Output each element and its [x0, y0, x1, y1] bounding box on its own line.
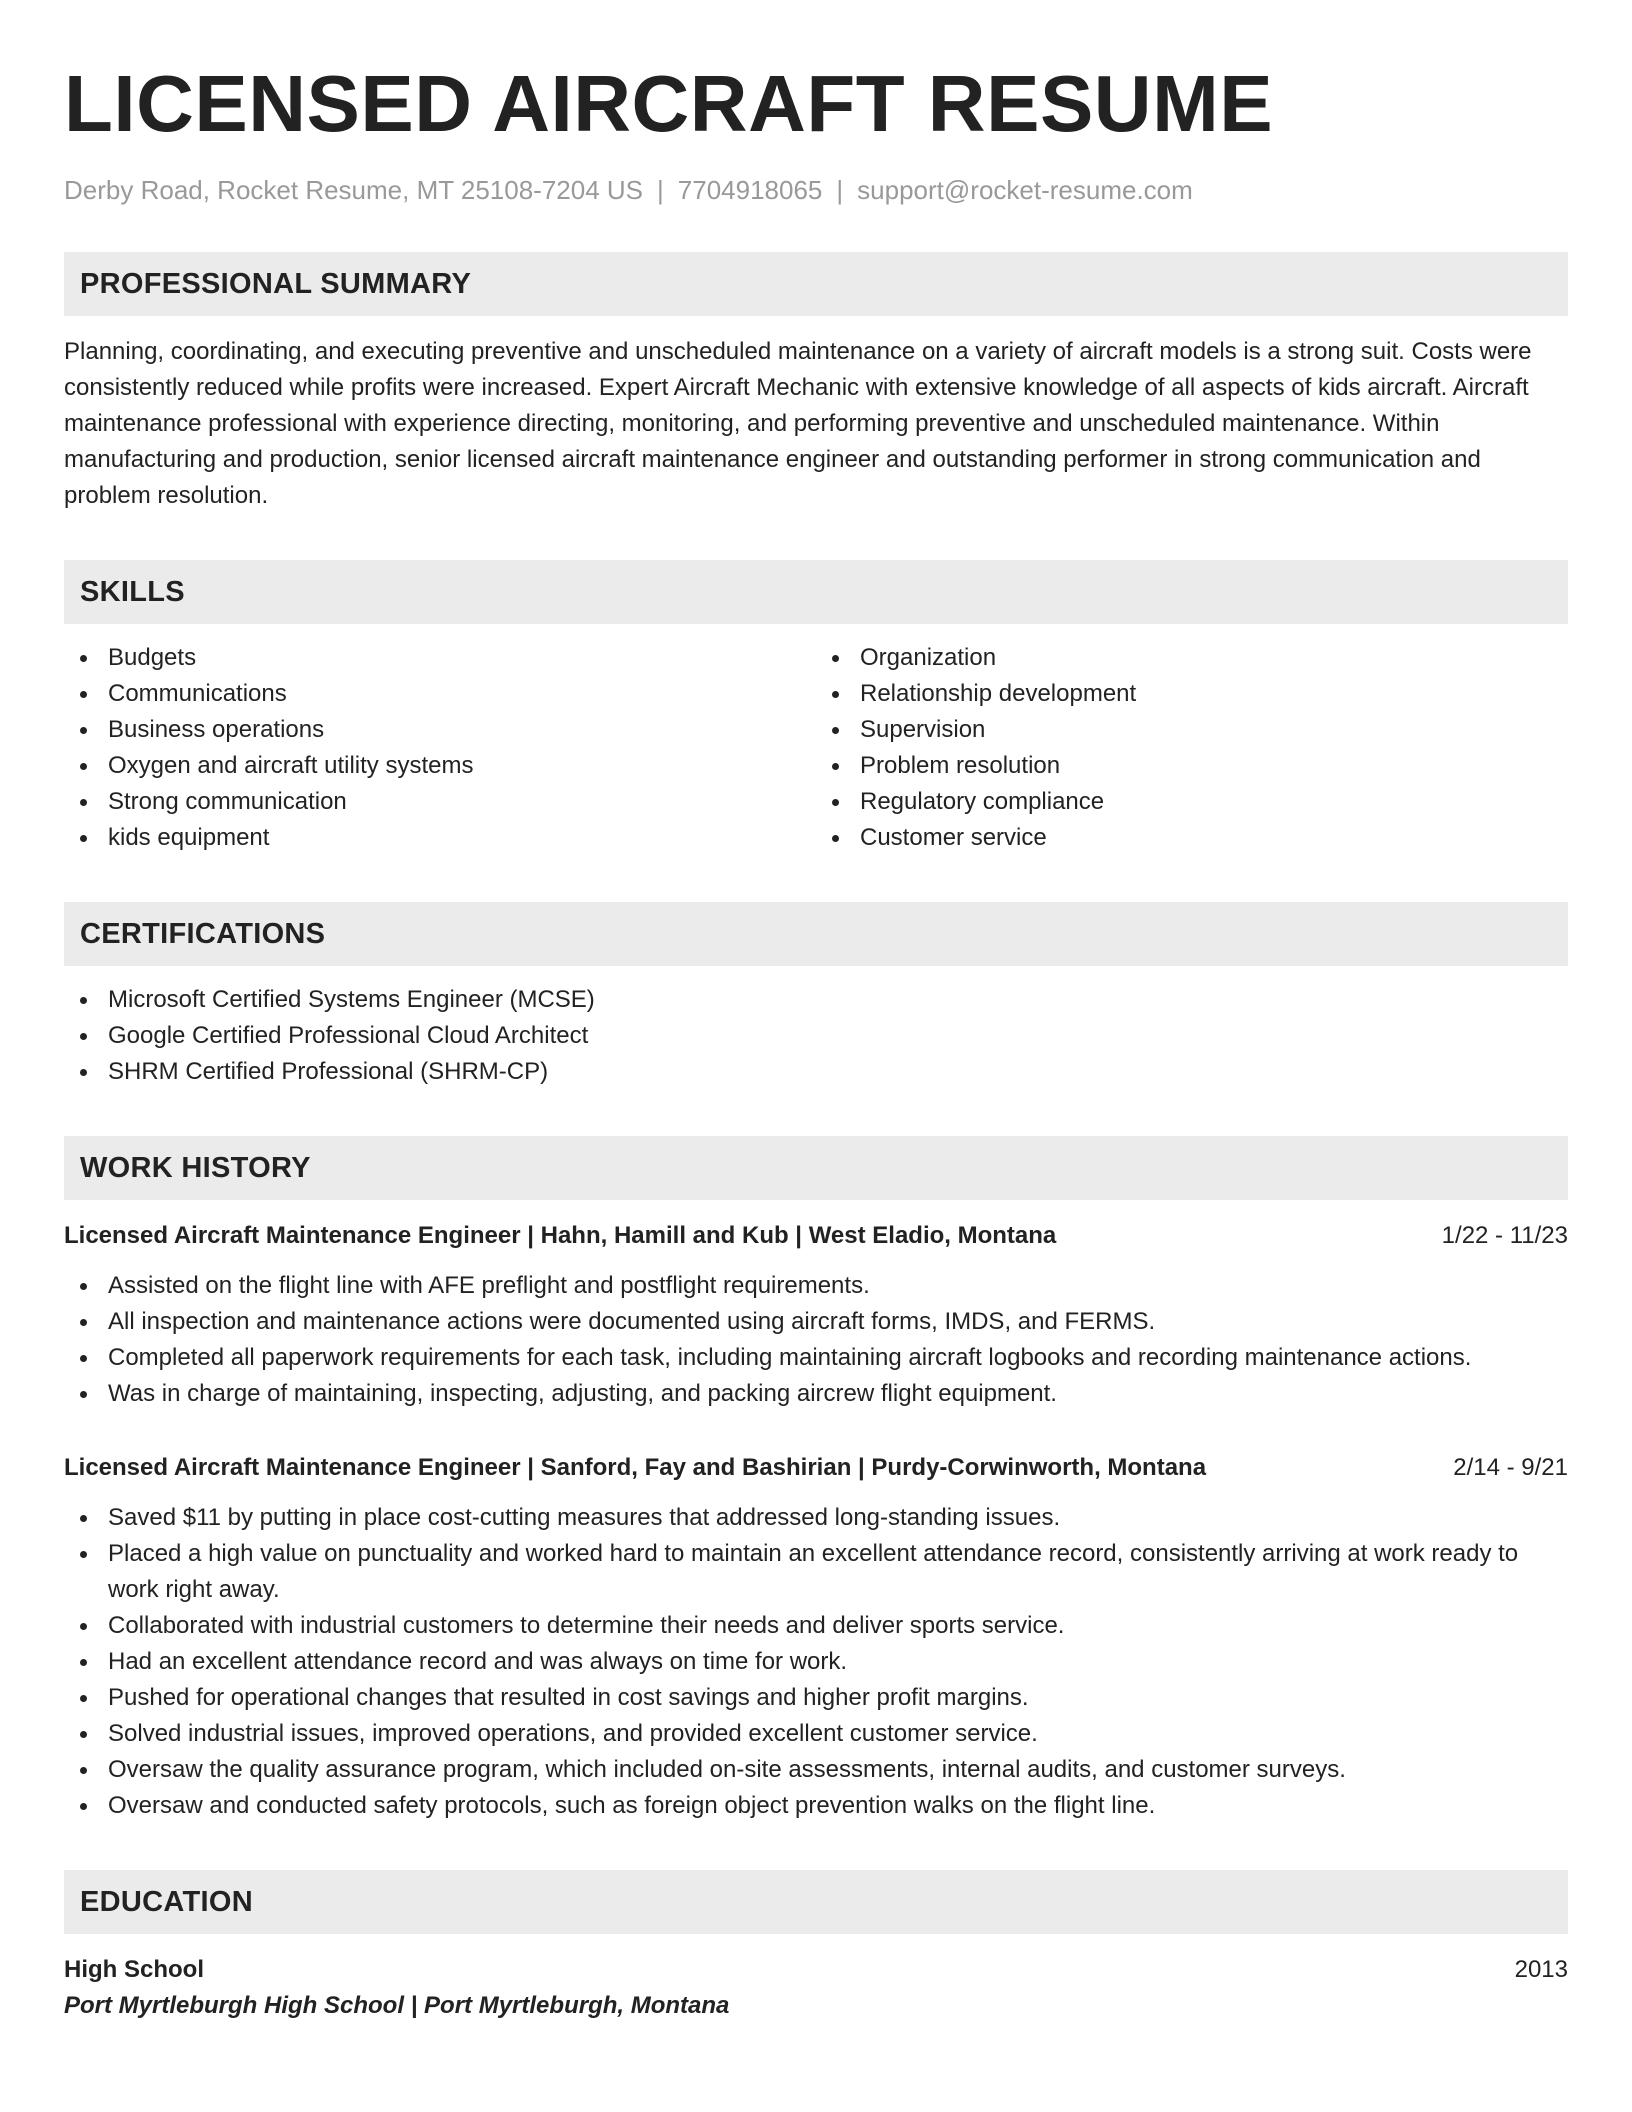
job-bullets: [64, 1268, 1568, 1412]
section-header-skills: SKILLS: [64, 560, 1568, 624]
certification-item: SHRM Certified Professional (SHRM-CP): [64, 1054, 1568, 1090]
job-entry: [64, 1218, 1568, 1412]
job-dates: 2/14 - 9/21: [1453, 1454, 1568, 1481]
education-degree: High School: [64, 1956, 204, 1983]
contact-line: [64, 174, 1568, 206]
resume-title: LICENSED AIRCRAFT RESUME: [64, 59, 1274, 148]
summary-text: Planning, coordinating, and executing preventive and unscheduled maintenance on a variety of aircraft models is a strong suit. Costs were consistently reduced while profits were increased. Expert Aircraft Mechanic with extensive knowledge of all aspects of kids aircraft. Aircraft maintenance professional with experience directing, monitoring, and performing preventive and unscheduled maintenance. Within manufacturing and production, senior licensed aircraft maintenance engineer and outstanding performer in strong communication and problem resolution.: [64, 338, 1532, 509]
contact-separator: |: [657, 175, 664, 205]
job-bullet: Saved $11 by putting in place cost-cutting measures that addressed long-standing issues.: [64, 1500, 1568, 1536]
skill-item: Customer service: [816, 820, 1568, 856]
job-bullet: All inspection and maintenance actions were documented using aircraft forms, IMDS, and FERMS.: [64, 1304, 1568, 1340]
skill-item: Business operations: [64, 712, 816, 748]
job-header: [64, 1450, 1568, 1486]
skill-item: Communications: [64, 676, 816, 712]
certification-item: Google Certified Professional Cloud Architect: [64, 1018, 1568, 1054]
skill-item: Regulatory compliance: [816, 784, 1568, 820]
section-header-summary: PROFESSIONAL SUMMARY: [64, 252, 1568, 316]
job-bullet: Collaborated with industrial customers to determine their needs and deliver sports service.: [64, 1608, 1568, 1644]
education-entry: [64, 1952, 1568, 2024]
skill-item: Budgets: [64, 640, 816, 676]
certification-item: Microsoft Certified Systems Engineer (MCSE): [64, 982, 1568, 1018]
contact-email: support@rocket-resume.com: [857, 175, 1193, 205]
job-header: [64, 1218, 1568, 1254]
job-bullets: [64, 1500, 1568, 1824]
job-bullet: Pushed for operational changes that resulted in cost savings and higher profit margins.: [64, 1680, 1568, 1716]
job-title: Licensed Aircraft Maintenance Engineer | Sanford, Fay and Bashirian | Purdy-Corwinworth, Montana: [64, 1454, 1207, 1481]
contact-address: Derby Road, Rocket Resume, MT 25108-7204 US: [64, 175, 644, 205]
skill-item: Problem resolution: [816, 748, 1568, 784]
skill-item: Relationship development: [816, 676, 1568, 712]
section-header-work-history: WORK HISTORY: [64, 1136, 1568, 1200]
certifications-list: [64, 982, 1568, 1090]
job-bullet: Solved industrial issues, improved operations, and provided excellent customer service.: [64, 1716, 1568, 1752]
skill-item: Strong communication: [64, 784, 816, 820]
job-bullet: Assisted on the flight line with AFE preflight and postflight requirements.: [64, 1268, 1568, 1304]
education-school: Port Myrtleburgh High School | Port Myrtleburgh, Montana: [64, 1992, 730, 2019]
job-bullet: Had an excellent attendance record and was always on time for work.: [64, 1644, 1568, 1680]
contact-separator: |: [836, 175, 844, 205]
job-bullet: Completed all paperwork requirements for each task, including maintaining aircraft logbooks and recording maintenance actions.: [64, 1340, 1568, 1376]
skill-item: Oxygen and aircraft utility systems: [64, 748, 816, 784]
skill-item: Organization: [816, 640, 1568, 676]
skill-item: kids equipment: [64, 820, 816, 856]
education-year: 2013: [1514, 1956, 1568, 1983]
section-header-education: EDUCATION: [64, 1870, 1568, 1934]
section-header-certifications: CERTIFICATIONS: [64, 902, 1568, 966]
job-bullet: Oversaw the quality assurance program, which included on-site assessments, internal audits, and customer surveys.: [64, 1752, 1568, 1788]
job-bullet: Was in charge of maintaining, inspecting, adjusting, and packing aircrew flight equipment.: [64, 1376, 1568, 1412]
job-entry: [64, 1450, 1568, 1824]
job-bullet: Placed a high value on punctuality and worked hard to maintain an excellent attendance record, consistently arriving at work ready to work right away.: [64, 1536, 1568, 1608]
skills-grid: [64, 640, 1568, 856]
job-dates: 1/22 - 11/23: [1441, 1222, 1568, 1249]
contact-phone: 7704918065: [677, 175, 823, 205]
job-bullet: Oversaw and conducted safety protocols, such as foreign object prevention walks on the flight line.: [64, 1788, 1568, 1824]
education-header: [64, 1952, 1568, 1988]
skill-item: Supervision: [816, 712, 1568, 748]
job-title: Licensed Aircraft Maintenance Engineer | Hahn, Hamill and Kub | West Eladio, Montana: [64, 1222, 1057, 1249]
skills-list-right: [816, 640, 1568, 856]
skills-list-left: [64, 640, 816, 856]
